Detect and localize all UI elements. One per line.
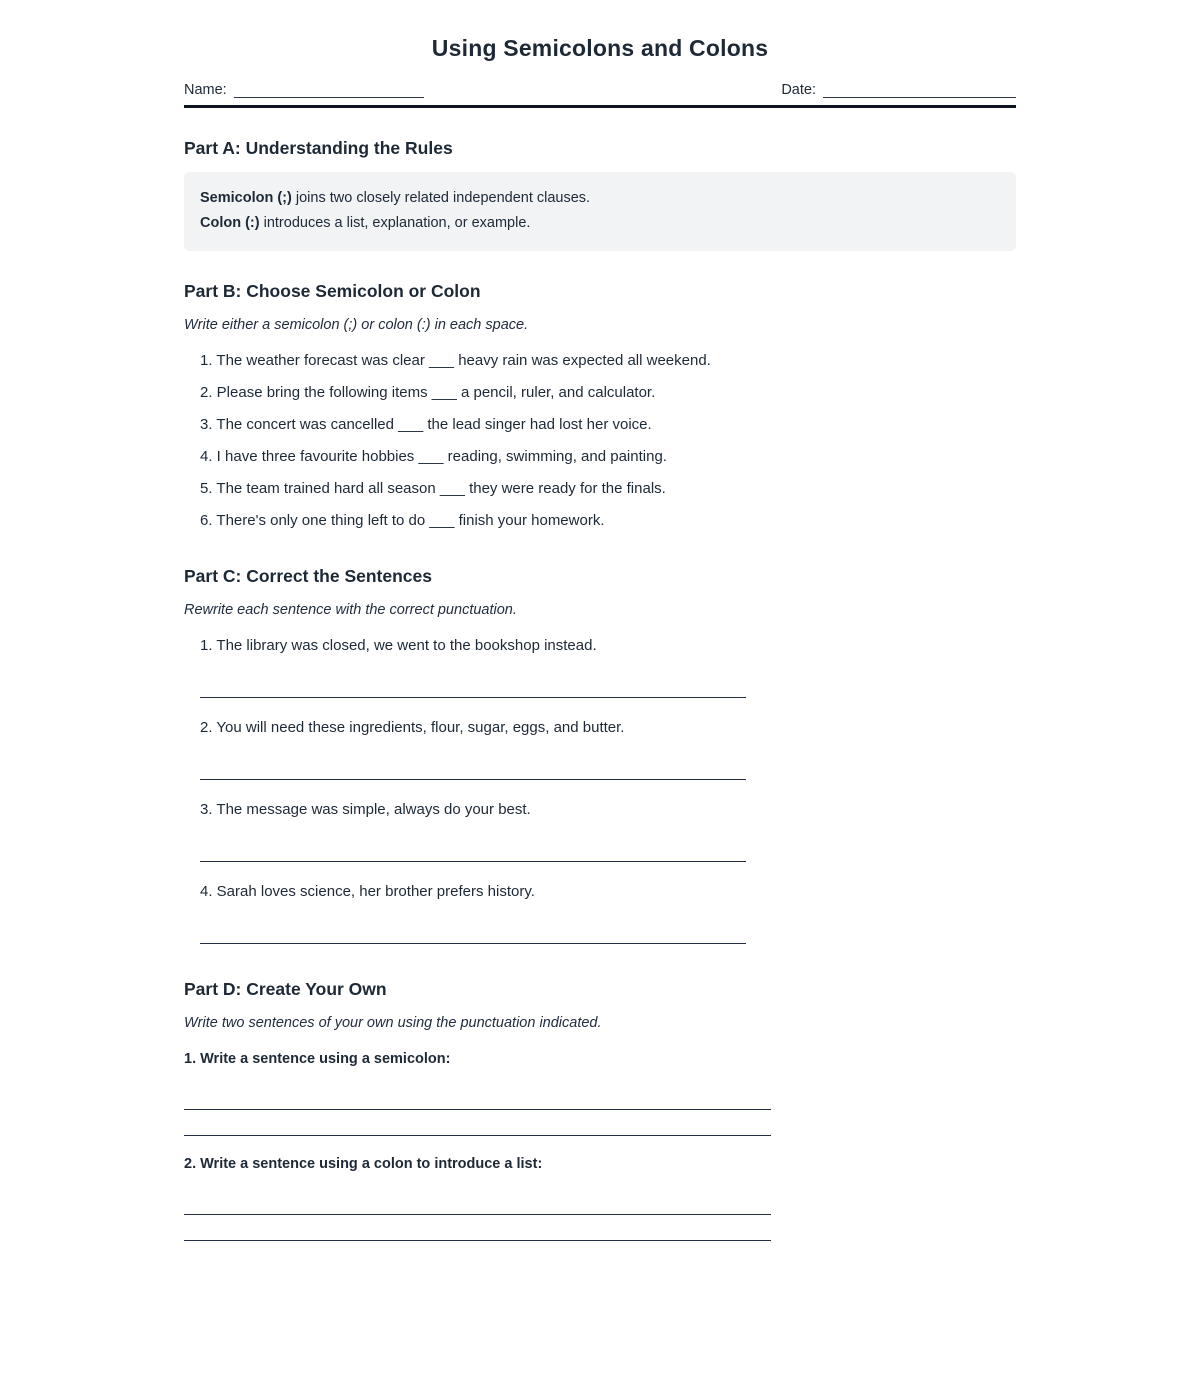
name-date-row: [184, 82, 1016, 98]
part-d-answer-area: [184, 1189, 771, 1241]
part-c-item: [184, 637, 1016, 698]
part-b-item: 3. The concert was cancelled ___ the lead singer had lost her voice.: [200, 416, 652, 433]
part-b-item: 5. The team trained hard all season ___ they were ready for the finals.: [200, 480, 666, 497]
date-blank-line: [823, 83, 1016, 98]
part-d-heading: Part D: Create Your Own: [184, 979, 387, 999]
rules-box: [184, 172, 1016, 251]
part-c-item: [184, 883, 1016, 944]
part-a-heading: Part A: Understanding the Rules: [184, 138, 453, 158]
part-c-sentence: 3. The message was simple, always do your best.: [200, 801, 531, 818]
part-b-item: 4. I have three favourite hobbies ___ reading, swimming, and painting.: [200, 448, 667, 465]
part-c-list: [184, 637, 1016, 944]
part-c-sentence: 1. The library was closed, we went to the bookshop instead.: [200, 637, 597, 654]
rule-colon-text: introduces a list, explanation, or example.: [259, 215, 531, 231]
part-d-prompt-colon: 2. Write a sentence using a colon to introduce a list:: [184, 1156, 543, 1172]
part-b-instruction: Write either a semicolon (;) or colon (:) in each space.: [184, 317, 529, 333]
part-c-sentence: 4. Sarah loves science, her brother prefers history.: [200, 883, 535, 900]
part-d-prompt-semicolon: 1. Write a sentence using a semicolon:: [184, 1051, 451, 1067]
name-label: Name:: [184, 82, 227, 98]
part-c-item: [184, 719, 1016, 780]
answer-line: [184, 1215, 771, 1241]
answer-line: [184, 1084, 771, 1110]
answer-line: [184, 1189, 771, 1215]
name-field: [184, 82, 424, 98]
answer-line: [200, 918, 746, 944]
part-d-answer-area: [184, 1084, 771, 1136]
part-c-heading: Part C: Correct the Sentences: [184, 566, 432, 586]
rule-semicolon: [200, 186, 1000, 211]
page-title: Using Semicolons and Colons: [431, 35, 769, 61]
rule-colon-term: Colon (:): [200, 215, 260, 231]
part-c-item: [184, 801, 1016, 862]
header-divider: [184, 105, 1016, 108]
worksheet-page: [184, 0, 1016, 1241]
part-b-heading: Part B: Choose Semicolon or Colon: [184, 281, 481, 301]
part-b-list: [184, 352, 1016, 530]
part-b-item: 2. Please bring the following items ___ a pencil, ruler, and calculator.: [200, 384, 656, 401]
name-blank-line: [234, 83, 424, 98]
part-d-instruction: Write two sentences of your own using the punctuation indicated.: [184, 1015, 602, 1031]
date-label: Date:: [781, 82, 816, 98]
part-c-sentence: 2. You will need these ingredients, flour, sugar, eggs, and butter.: [200, 719, 625, 736]
part-b-item: 1. The weather forecast was clear ___ heavy rain was expected all weekend.: [200, 352, 711, 369]
rule-semicolon-text: joins two closely related independent clauses.: [291, 190, 591, 206]
part-c-instruction: Rewrite each sentence with the correct punctuation.: [184, 602, 517, 618]
rule-colon: [200, 211, 1000, 236]
rule-semicolon-term: Semicolon (;): [200, 190, 292, 206]
answer-line: [200, 672, 746, 698]
answer-line: [200, 836, 746, 862]
answer-line: [184, 1110, 771, 1136]
date-field: [781, 82, 1016, 98]
answer-line: [200, 754, 746, 780]
part-b-item: 6. There's only one thing left to do ___ finish your homework.: [200, 512, 605, 529]
